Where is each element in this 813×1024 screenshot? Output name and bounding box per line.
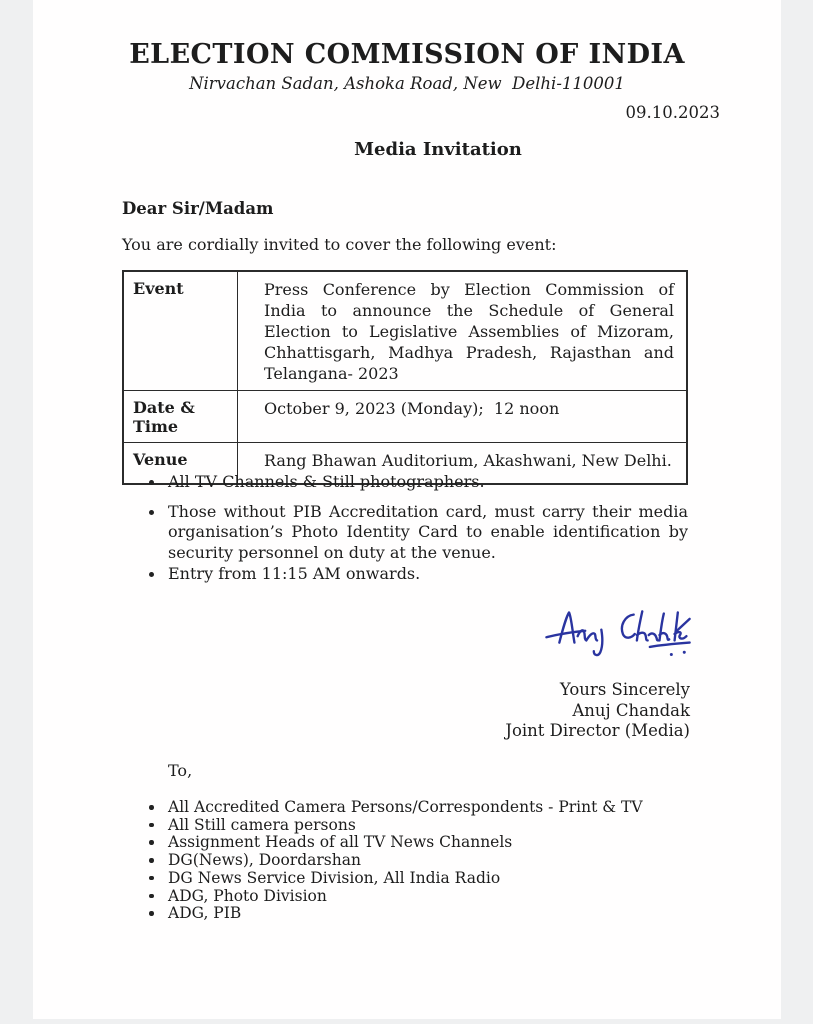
bullet-icon bbox=[149, 840, 154, 845]
signatory-designation: Joint Director (Media) bbox=[505, 721, 690, 740]
recipient-text: All Accredited Camera Persons/Correspondents - Print & TV bbox=[168, 798, 643, 816]
row-value: October 9, 2023 (Monday); 12 noon bbox=[264, 399, 560, 418]
recipient-text: DG News Service Division, All India Radio bbox=[168, 868, 501, 887]
note-text: Those without PIB Accreditation card, must carry their media organisation’s Photo Identity Card to enable identification by security personnel on duty at the venue. bbox=[168, 501, 688, 562]
notes-list bbox=[148, 472, 688, 585]
closing-line: Yours Sincerely bbox=[559, 680, 690, 699]
bullet-icon bbox=[149, 510, 154, 515]
intro-line: You are cordially invited to cover the following event: bbox=[122, 235, 557, 254]
recipient-text: All Still camera persons bbox=[168, 815, 356, 834]
recipients-list bbox=[148, 799, 708, 923]
org-address: Nirvachan Sadan, Ashoka Road, New Delhi-110001 bbox=[189, 74, 625, 93]
bullet-icon bbox=[149, 894, 154, 899]
table-row-event bbox=[124, 272, 686, 391]
recipient-item bbox=[148, 834, 708, 852]
bullet-icon bbox=[149, 858, 154, 863]
bullet-icon bbox=[149, 823, 154, 828]
row-value: Rang Bhawan Auditorium, Akashwani, New Delhi. bbox=[264, 451, 672, 470]
bullet-icon bbox=[149, 480, 154, 485]
bullet-icon bbox=[149, 572, 154, 577]
signature-script-icon bbox=[535, 606, 700, 662]
bullet-icon bbox=[149, 876, 154, 881]
letter-document bbox=[33, 0, 781, 1019]
letter-title: Media Invitation bbox=[354, 139, 522, 160]
note-text: All TV Channels & Still photographers. bbox=[168, 472, 485, 491]
table-row-datetime bbox=[124, 391, 686, 443]
recipient-item bbox=[148, 888, 708, 906]
salutation: Dear Sir/Madam bbox=[122, 199, 274, 218]
row-value: Press Conference by Election Commission of India to announce the Schedule of General Election to Legislative Assemblies of Mizoram, Chhattisgarh, Madhya Pradesh, Rajasthan and Telangana- 2023 bbox=[264, 280, 674, 383]
note-item bbox=[148, 502, 688, 564]
recipient-text: ADG, PIB bbox=[168, 904, 242, 923]
row-label: Venue bbox=[124, 443, 238, 483]
row-label: Date & Time bbox=[124, 391, 238, 442]
signature bbox=[535, 606, 700, 662]
event-table bbox=[122, 270, 688, 485]
recipient-text: DG(News), Doordarshan bbox=[168, 851, 361, 870]
recipient-item bbox=[148, 852, 708, 870]
recipient-item bbox=[148, 870, 708, 888]
signatory-name: Anuj Chandak bbox=[572, 700, 690, 720]
bullet-icon bbox=[149, 805, 154, 810]
bullet-icon bbox=[149, 911, 154, 916]
note-item bbox=[148, 564, 688, 585]
closing-block bbox=[505, 680, 690, 742]
recipient-text: Assignment Heads of all TV News Channels bbox=[168, 833, 513, 852]
recipient-item bbox=[148, 817, 708, 835]
recipients-label: To, bbox=[168, 761, 193, 780]
note-text: Entry from 11:15 AM onwards. bbox=[168, 564, 421, 583]
recipient-item bbox=[148, 905, 708, 923]
recipient-text: ADG, Photo Division bbox=[168, 886, 327, 905]
row-label: Event bbox=[124, 272, 238, 390]
note-item bbox=[148, 472, 688, 493]
letter-date: 09.10.2023 bbox=[625, 103, 720, 122]
recipient-item bbox=[148, 799, 708, 817]
org-name: ELECTION COMMISSION OF INDIA bbox=[129, 39, 685, 70]
